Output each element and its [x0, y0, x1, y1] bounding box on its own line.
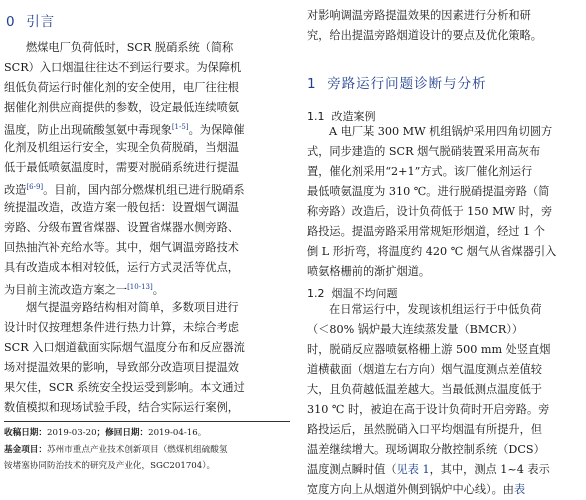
section-1-heading — [307, 72, 487, 92]
section-0-title: 引言 — [26, 14, 56, 30]
body-line: 道横截面（烟道左右方向）烟气温度测点差值较 — [307, 363, 542, 376]
body-line: 倒 L 形折弯，将温度约 420 ℃ 烟气从省煤器引入 — [307, 245, 557, 258]
body-line: 改造[6-9]。目前，国内部分燃煤机组已进行脱硝系 — [4, 183, 245, 197]
citation[interactable]: [1-5] — [171, 123, 189, 131]
body-line: 组低负荷运行时催化剂的安全使用，电厂往往根 — [4, 81, 239, 94]
body-line: 式，同步建造的 SCR 烟气脱硝装置采用高灰布 — [307, 145, 541, 158]
section-1-title: 旁路运行问题诊断与分析 — [327, 76, 487, 92]
footnote-fund-cont: 铵堵塞协同防治技术的研究及产业化，SGC201704）。 — [4, 461, 216, 471]
citation[interactable]: [6-9] — [26, 183, 44, 191]
body-line: 回热抽汽补充给水等。其中，烟气调温旁路技术 — [4, 241, 239, 254]
body-line: 大，且负荷越低温差越大。当最低测点温度低于 — [307, 383, 542, 396]
body-line: 据催化剂供应商提供的参数，设定最低连续喷氨 — [4, 101, 239, 114]
body-line: 场对提温效果的影响，导致部分改造项目提温效 — [4, 361, 239, 374]
body-line: 宽度方向上从烟道外侧到锅炉中心线）。由表 — [307, 483, 526, 496]
footnote-fund: 基金项目：苏州市重点产业技术创新项目（燃煤机组硫酸氢 — [4, 445, 228, 455]
body-line: A 电厂某 300 MW 机组锅炉采用四角切圆方 — [329, 125, 553, 138]
body-line: 究，给出提温旁路烟道设计的要点及优化策略。 — [307, 29, 542, 42]
body-line: 喷氨格栅前的渐扩烟道。 — [307, 265, 431, 278]
body-line: 路投运后，虽然脱硝入口平均烟温有所提升，但 — [307, 423, 542, 436]
body-line: 果欠佳，SCR 系统安全投运受到影响。本文通过 — [4, 381, 245, 394]
body-line: 统提温改造，改造方案一般包括：设置烟气调温 — [4, 201, 239, 214]
body-line: 温度测点瞬时值（见表 1，其中，测点 1~4 表示 — [307, 463, 550, 476]
section-1-number: 1 — [307, 76, 317, 92]
body-line: 烟气提温旁路结构相对简单，多数项目进行 — [26, 301, 239, 314]
body-line: 最低喷氨温度为 310 ℃。进行脱硝提温旁路（简 — [307, 185, 550, 198]
body-line: 温度，防止出现硫酸氢氨中毒现象[1-5]。为保障催 — [4, 123, 245, 137]
citation[interactable]: [10-13] — [127, 283, 153, 291]
body-line: SCR 入口烟道截面实际烟气温度分布和反应器流 — [4, 341, 245, 354]
body-line: 称旁路）改造后，设计负荷低于 150 MW 时，旁 — [307, 205, 553, 218]
body-line: 化剂及机组运行安全，实现全负荷脱硝，当烟温 — [4, 141, 239, 154]
body-line: 在日常运行中，发现该机组运行于中低负荷 — [329, 303, 542, 316]
body-line: （＜80% 锅炉最大连续蒸发量（BMCR）） — [307, 323, 524, 336]
body-line: 路投运。提温旁路采用常规矩形烟道，经过 1 个 — [307, 225, 545, 238]
body-line: 温差继续增大。现场调取分散控制系统（DCS） — [307, 443, 545, 456]
subsection-1-1-heading: 1.1 改造案例 — [307, 110, 376, 123]
subsection-1-2-heading: 1.2 烟温不均问题 — [307, 287, 398, 300]
body-line: 对影响调温旁路提温效果的因素进行分析和研 — [307, 9, 531, 22]
body-line: 具有改造成本相对较低，运行方式灵活等优点， — [4, 261, 239, 274]
body-line: SCR）入口烟温往往达不到运行要求。为保障机 — [4, 61, 242, 74]
footnote-divider — [4, 421, 290, 422]
table-link[interactable]: 表 — [513, 483, 526, 496]
body-line: 设计时仅按理想条件进行热力计算，未综合考虑 — [4, 321, 239, 334]
body-line: 数值模拟和现场试验手段，结合实际运行案例， — [4, 401, 239, 414]
body-line: 为目前主流改造方案之一[10-13]。 — [4, 283, 164, 297]
footnote-received: 收稿日期：2019-03-20；修回日期：2019-04-16。 — [4, 428, 207, 438]
body-line: 旁路、分级布置省煤器、设置省煤器水侧旁路、 — [4, 221, 239, 234]
body-line: 低于最低喷氨温度时，需要对脱硝系统进行提温 — [4, 161, 239, 174]
section-0-number: 0 — [6, 14, 16, 30]
body-line: 时，脱硝反应器喷氨格栅上游 500 mm 处竖直烟 — [307, 343, 551, 356]
table-1-link[interactable]: 见表 1 — [396, 463, 430, 476]
body-line: 置，催化剂采用“2+1”方式。该厂催化剂运行 — [307, 165, 533, 178]
section-0-heading — [6, 10, 55, 30]
body-line: 310 ℃ 时，被迫在高于设计负荷时开启旁路。旁 — [307, 403, 550, 416]
body-line: 燃煤电厂负荷低时，SCR 脱硝系统（简称 — [26, 41, 234, 54]
